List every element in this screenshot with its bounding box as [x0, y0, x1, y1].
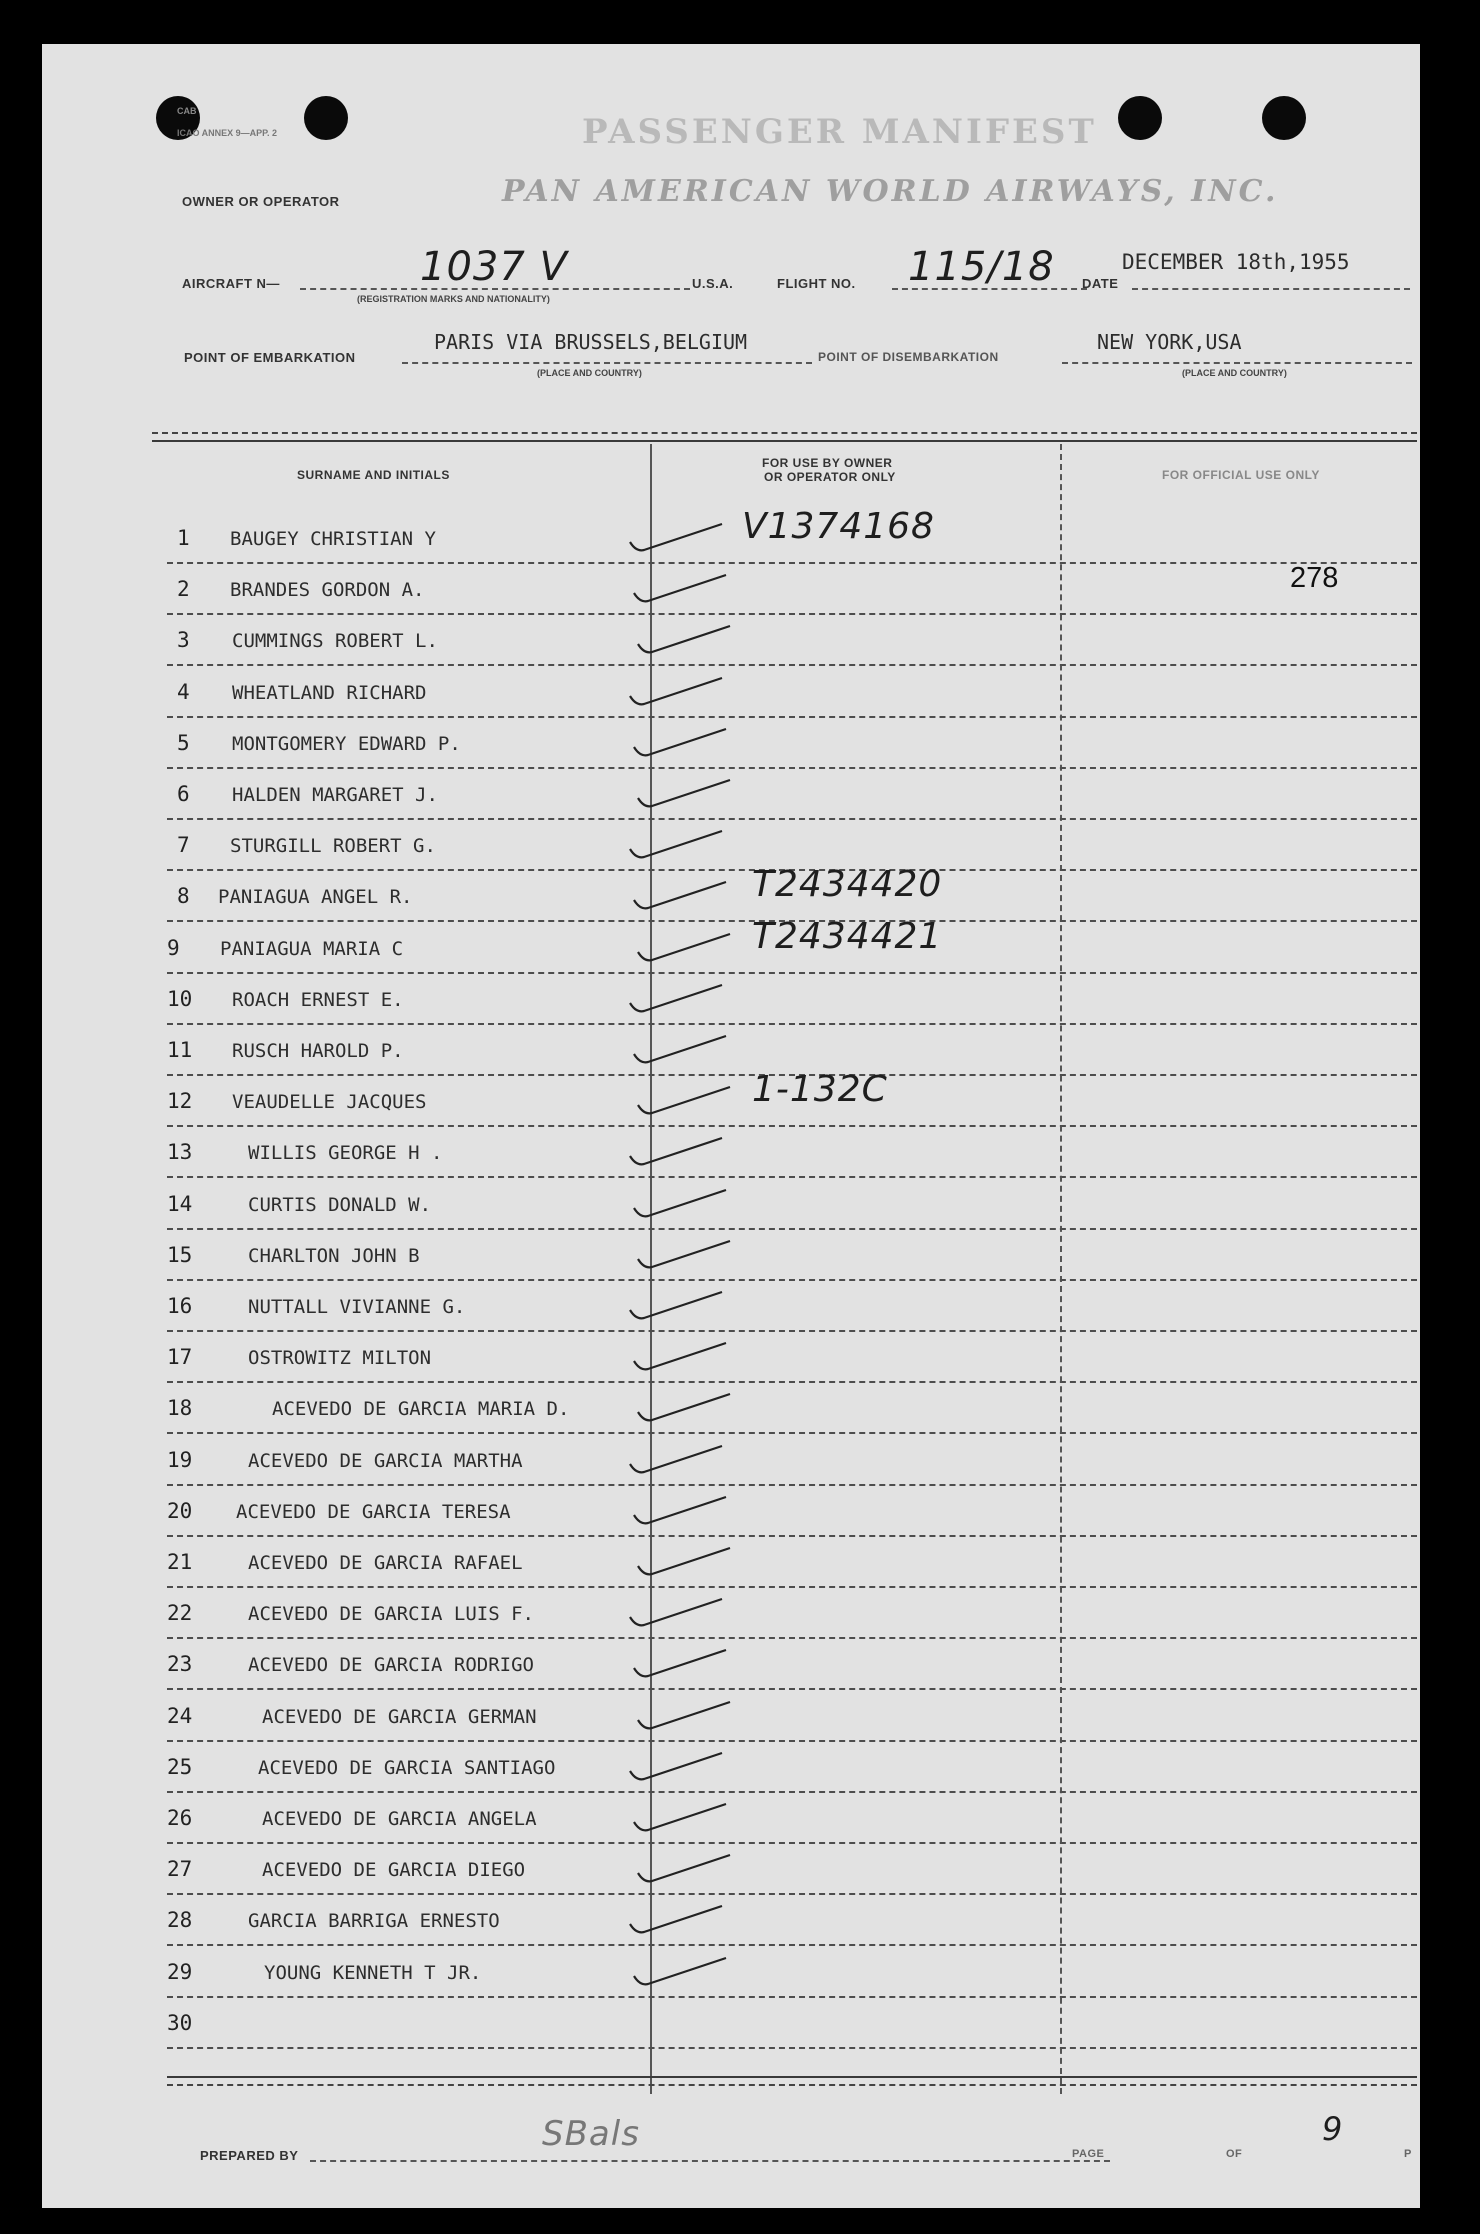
check-mark — [630, 774, 740, 814]
row-ruling — [167, 1688, 1417, 1690]
table-bottom-rule-2 — [167, 2084, 1417, 2086]
date-underline — [1132, 288, 1410, 290]
row-number: 16 — [167, 1294, 193, 1318]
passenger-name: ROACH ERNEST E. — [232, 988, 404, 1011]
row-ruling — [167, 1586, 1417, 1588]
column-header-owner-2: OR OPERATOR ONLY — [764, 470, 896, 484]
row-number: 11 — [167, 1038, 193, 1062]
passenger-name: ACEVEDO DE GARCIA SANTIAGO — [258, 1756, 556, 1779]
row-ruling — [167, 716, 1417, 718]
passenger-name: HALDEN MARGARET J. — [232, 784, 438, 806]
aircraft-value: 1037 V — [420, 244, 568, 290]
row-ruling — [167, 1944, 1417, 1946]
passenger-name: ACEVEDO DE GARCIA DIEGO — [262, 1859, 526, 1882]
place-caption-embarkation: (PLACE AND COUNTRY) — [537, 368, 642, 378]
row-number: 19 — [167, 1447, 193, 1472]
passenger-name: NUTTALL VIVIANNE G. — [248, 1296, 466, 1318]
embarkation-underline — [402, 362, 812, 364]
date-value: DECEMBER 18th,1955 — [1122, 250, 1350, 274]
check-mark — [622, 518, 732, 558]
row-number: 25 — [167, 1754, 193, 1779]
row-ruling — [167, 1279, 1417, 1281]
passenger-name: PANIAGUA ANGEL R. — [218, 886, 413, 909]
check-mark — [622, 1286, 732, 1326]
row-ruling — [167, 767, 1417, 769]
check-mark — [622, 1747, 732, 1787]
row-number: 23 — [167, 1652, 193, 1677]
row-ruling — [167, 562, 1417, 564]
row-ruling — [167, 1535, 1417, 1537]
check-mark — [626, 876, 736, 916]
row-number: 4 — [177, 679, 190, 704]
row-ruling — [167, 613, 1417, 615]
row-ruling — [167, 1740, 1417, 1742]
row-number: 13 — [167, 1140, 193, 1165]
row-ruling — [167, 2047, 1417, 2049]
flight-label: FLIGHT NO. — [777, 276, 856, 291]
embarkation-label: POINT OF EMBARKATION — [184, 350, 356, 365]
check-mark — [622, 1132, 732, 1172]
passenger-name: ACEVEDO DE GARCIA MARIA D. — [272, 1398, 570, 1421]
row-ruling — [167, 1381, 1417, 1383]
passport-number: V1374168 — [742, 506, 935, 547]
passenger-name: PANIAGUA MARIA C — [220, 937, 404, 960]
passenger-name: CURTIS DONALD W. — [248, 1193, 432, 1216]
page-total: 9 — [1322, 2110, 1344, 2148]
row-ruling — [167, 1637, 1417, 1639]
check-mark — [622, 1900, 732, 1940]
passenger-name: WHEATLAND RICHARD — [232, 681, 427, 704]
row-ruling — [167, 1484, 1417, 1486]
registration-caption: (REGISTRATION MARKS AND NATIONALITY) — [357, 294, 550, 304]
column-header-official: FOR OFFICIAL USE ONLY — [1162, 468, 1320, 482]
passenger-name: BAUGEY CHRISTIAN Y — [230, 528, 436, 550]
check-mark — [630, 1235, 740, 1275]
disembarkation-label: POINT OF DISEMBARKATION — [818, 350, 999, 364]
passenger-name: OSTROWITZ MILTON — [248, 1347, 432, 1370]
row-ruling — [167, 1842, 1417, 1844]
date-label: DATE — [1082, 276, 1119, 291]
check-mark — [630, 1849, 740, 1889]
prepared-by-underline — [310, 2160, 1110, 2162]
check-mark — [626, 1798, 736, 1838]
passenger-name: ACEVEDO DE GARCIA MARTHA — [248, 1449, 523, 1472]
passenger-name: VEAUDELLE JACQUES — [232, 1091, 427, 1114]
passenger-name: ACEVEDO DE GARCIA LUIS F. — [248, 1603, 534, 1626]
row-number: 15 — [167, 1242, 193, 1267]
row-ruling — [167, 1330, 1417, 1332]
row-ruling — [167, 1176, 1417, 1178]
row-number: 22 — [167, 1601, 193, 1626]
page-label-right: P — [1404, 2148, 1412, 2160]
passport-number: 1-132C — [752, 1069, 888, 1111]
passenger-name: ACEVEDO DE GARCIA TERESA — [236, 1500, 511, 1523]
check-mark — [626, 723, 736, 763]
passenger-name: BRANDES GORDON A. — [230, 579, 425, 602]
row-number: 2 — [177, 577, 190, 602]
check-mark — [622, 825, 732, 865]
check-mark — [622, 1440, 732, 1480]
embarkation-value: PARIS VIA BRUSSELS,BELGIUM — [434, 330, 748, 354]
row-ruling — [167, 1791, 1417, 1793]
check-mark — [630, 620, 740, 660]
passenger-name: STURGILL ROBERT G. — [230, 835, 436, 858]
row-number: 24 — [167, 1703, 193, 1728]
row-number: 20 — [167, 1498, 193, 1523]
form-title: PASSENGER MANIFEST — [582, 112, 1097, 152]
check-mark — [630, 1542, 740, 1582]
row-ruling — [167, 1996, 1417, 1998]
row-ruling — [167, 1432, 1417, 1434]
column-header-owner-1: FOR USE BY OWNER — [762, 456, 893, 470]
row-number: 28 — [167, 1908, 193, 1933]
passenger-name: ACEVEDO DE GARCIA RAFAEL — [248, 1552, 523, 1574]
punch-hole-left-2 — [304, 96, 348, 140]
row-ruling — [167, 818, 1417, 820]
owner-label: OWNER OR OPERATOR — [182, 194, 340, 209]
check-mark — [626, 569, 736, 609]
row-ruling — [167, 664, 1417, 666]
check-mark — [626, 1491, 736, 1531]
row-number: 7 — [177, 833, 190, 858]
row-number: 29 — [167, 1959, 193, 1984]
manifest-page — [42, 44, 1420, 2208]
check-mark — [630, 1388, 740, 1428]
passenger-name: CUMMINGS ROBERT L. — [232, 630, 438, 653]
row-number: 21 — [167, 1550, 193, 1574]
column-header-surname: SURNAME AND INITIALS — [297, 468, 450, 482]
passenger-name: YOUNG KENNETH T JR. — [264, 1961, 482, 1984]
table-top-rule-2 — [152, 440, 1417, 442]
disembarkation-value: NEW YORK,USA — [1097, 330, 1242, 354]
passenger-name: CHARLTON JOHN B — [248, 1244, 420, 1267]
passenger-name: WILLIS GEORGE H . — [248, 1142, 443, 1165]
prepared-by-label: PREPARED BY — [200, 2148, 299, 2163]
form-annex: ICAO ANNEX 9—APP. 2 — [177, 128, 278, 138]
passport-number: T2434421 — [752, 915, 943, 957]
passenger-name: ACEVEDO DE GARCIA GERMAN — [262, 1705, 537, 1728]
row-number: 30 — [167, 2010, 193, 2035]
owner-value: PAN AMERICAN WORLD AIRWAYS, INC. — [502, 174, 1279, 209]
row-ruling — [167, 1125, 1417, 1127]
of-label: OF — [1226, 2148, 1243, 2160]
check-mark — [630, 1081, 740, 1121]
row-ruling — [167, 972, 1417, 974]
row-number: 14 — [167, 1191, 193, 1216]
row-number: 8 — [177, 884, 190, 909]
check-mark — [626, 1337, 736, 1377]
check-mark — [626, 1030, 736, 1070]
row-number: 12 — [167, 1089, 193, 1114]
passenger-name: MONTGOMERY EDWARD P. — [232, 732, 461, 755]
row-ruling — [167, 1023, 1417, 1025]
passenger-name: ACEVEDO DE GARCIA ANGELA — [262, 1808, 537, 1830]
column-divider-2 — [1060, 444, 1062, 2094]
check-mark — [626, 1644, 736, 1684]
row-number: 1 — [177, 526, 190, 550]
passenger-name: ACEVEDO DE GARCIA RODRIGO — [248, 1654, 534, 1677]
official-stamp-number: 278 — [1290, 562, 1339, 594]
row-number: 3 — [177, 628, 190, 653]
check-mark — [626, 1952, 736, 1992]
passenger-name: GARCIA BARRIGA ERNESTO — [248, 1910, 500, 1933]
passenger-name: RUSCH HAROLD P. — [232, 1040, 404, 1062]
row-number: 26 — [167, 1806, 193, 1830]
form-code: CAB — [177, 106, 197, 116]
punch-hole-right-1 — [1118, 96, 1162, 140]
check-mark — [622, 979, 732, 1019]
flight-value: 115/18 — [908, 244, 1055, 290]
check-mark — [622, 1593, 732, 1633]
row-number: 9 — [167, 935, 180, 960]
row-ruling — [167, 1893, 1417, 1895]
page-label: PAGE — [1072, 2148, 1105, 2160]
check-mark — [630, 1696, 740, 1736]
row-number: 5 — [177, 730, 190, 755]
prepared-by-signature: SBals — [542, 2114, 640, 2154]
disembarkation-underline — [1062, 362, 1412, 364]
table-top-rule-1 — [152, 432, 1417, 434]
row-number: 17 — [167, 1345, 193, 1370]
passport-number: T2434420 — [752, 864, 943, 906]
row-number: 27 — [167, 1857, 193, 1882]
row-ruling — [167, 1228, 1417, 1230]
punch-hole-right-2 — [1262, 96, 1306, 140]
check-mark — [622, 672, 732, 712]
check-mark — [626, 1184, 736, 1224]
usa-label: U.S.A. — [692, 276, 734, 291]
row-number: 10 — [167, 986, 193, 1011]
aircraft-label: AIRCRAFT N— — [182, 276, 280, 291]
table-bottom-rule-1 — [167, 2076, 1417, 2078]
row-number: 18 — [167, 1396, 193, 1421]
check-mark — [630, 928, 740, 968]
row-number: 6 — [177, 782, 190, 806]
place-caption-disembarkation: (PLACE AND COUNTRY) — [1182, 368, 1287, 378]
